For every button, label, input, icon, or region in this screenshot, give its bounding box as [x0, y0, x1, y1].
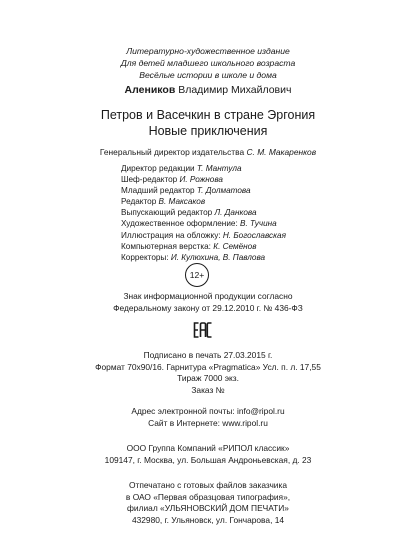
print-signed-date: Подписано в печать 27.03.2015 г.: [143, 350, 273, 360]
general-director-name: С. М. Макаренков: [246, 147, 317, 157]
print-details: [0, 350, 416, 396]
credit-role: Художественное оформление:: [121, 219, 238, 229]
credits-list: [121, 163, 381, 263]
printer-line: 432980, г. Ульяновск, ул. Гончарова, 14: [131, 514, 285, 525]
credit-row: [121, 163, 381, 174]
printer-line: Отпечатано с готовых файлов заказчика: [128, 480, 287, 490]
info-product-notice: [0, 291, 416, 314]
series-line: Весёлые истории в школе и дома: [139, 70, 277, 80]
credit-role: Младший редактор: [121, 186, 195, 196]
general-director-role: Генеральный директор издательства: [99, 147, 245, 157]
print-run: Тираж 7000 экз.: [177, 373, 239, 383]
credit-role: Шеф-редактор: [121, 175, 178, 185]
author-name: [0, 83, 416, 97]
credit-row: [121, 252, 381, 263]
credit-row: [121, 174, 381, 185]
website-line: Сайт в Интернете: www.ripol.ru: [148, 417, 268, 428]
credit-name: Н. Богославская: [222, 230, 286, 240]
credit-name: Т. Мантула: [196, 164, 242, 173]
eac-conformity-mark-icon: [193, 321, 213, 339]
credit-role: Компьютерная верстка:: [121, 241, 211, 251]
credit-name: В. Максаков: [158, 197, 206, 207]
publisher-street: 109147, г. Москва, ул. Большая Андроньевская, д. 23: [104, 454, 312, 465]
credit-row: [121, 207, 381, 218]
author-surname: Алеников: [124, 84, 176, 96]
credit-name: Т. Долматова: [196, 186, 251, 196]
credit-row: [121, 185, 381, 196]
credit-name: К. Семёнов: [213, 241, 257, 251]
credit-name: В. Тучина: [240, 219, 277, 229]
credit-row: [121, 241, 381, 252]
credit-name: И. Кулюхина, В. Павлова: [170, 252, 266, 262]
credit-role: Иллюстрация на обложку:: [121, 230, 221, 240]
publisher-address: [0, 443, 416, 466]
printer-info: [0, 480, 416, 526]
title-line: Петров и Васечкин в стране Эргония: [100, 108, 316, 122]
credit-row: [121, 230, 381, 241]
age-rating-badge: 12+: [185, 263, 209, 287]
series-line: Для детей младшего школьного возраста: [120, 58, 296, 68]
print-format: Формат 70х90/16. Гарнитура «Pragmatica» Усл. п. л. 17,55: [95, 361, 321, 372]
credit-role: Выпускающий редактор: [121, 208, 213, 218]
credit-row: [121, 196, 381, 207]
credit-name: Л. Данкова: [214, 208, 257, 218]
print-order: Заказ №: [191, 384, 225, 395]
credit-row: [121, 218, 381, 229]
general-director: [0, 146, 416, 158]
info-product-line: Федеральному закону от 29.12.2010 г. № 436-ФЗ: [113, 302, 303, 313]
credit-name: И. Рожнова: [179, 175, 223, 185]
series-line: Литературно-художественное издание: [126, 46, 290, 56]
printer-line: филиал «УЛЬЯНОВСКИЙ ДОМ ПЕЧАТИ»: [127, 503, 289, 513]
author-given-name: Владимир Михайлович: [178, 84, 292, 96]
credit-role: Корректоры:: [121, 252, 169, 262]
credit-role: Редактор: [121, 197, 157, 207]
book-title: [0, 107, 416, 139]
publisher-contacts: [0, 406, 416, 429]
email-line: Адрес электронной почты: info@ripol.ru: [131, 406, 285, 416]
printer-line: в ОАО «Первая образцовая типография»,: [125, 491, 291, 502]
subtitle-line: Новые приключения: [148, 124, 268, 138]
credit-role: Директор редакции: [121, 164, 195, 173]
info-product-line: Знак информационной продукции согласно: [123, 291, 293, 301]
publisher-name: ООО Группа Компаний «РИПОЛ классик»: [126, 443, 290, 453]
series-info: [0, 45, 416, 81]
